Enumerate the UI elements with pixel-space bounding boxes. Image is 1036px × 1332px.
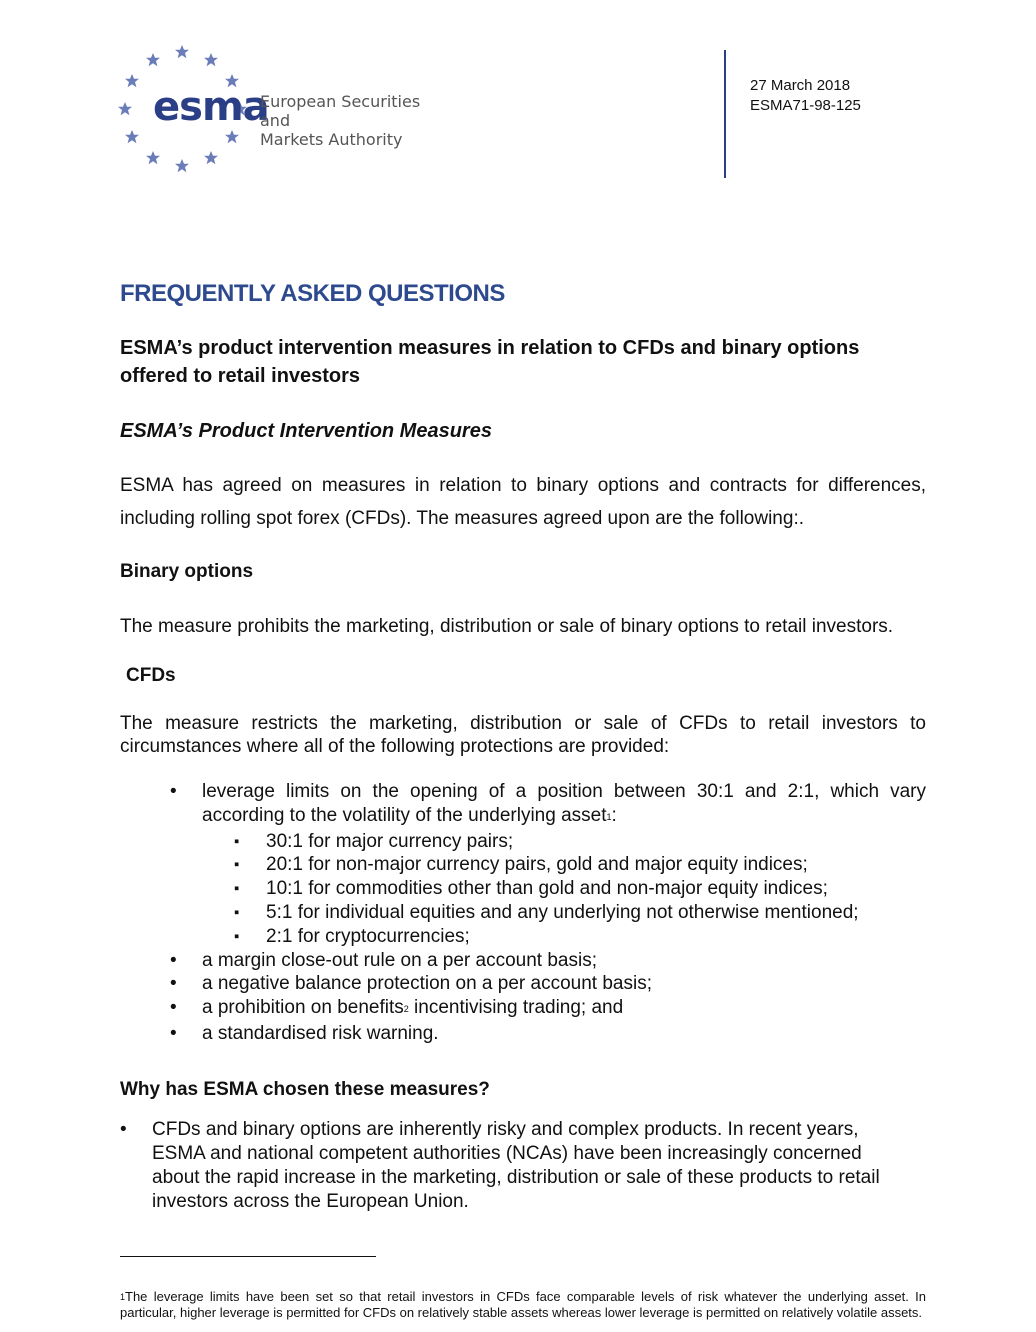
binary-options-paragraph: The measure prohibits the marketing, distribution or sale of binary options to retail investors. bbox=[120, 616, 894, 637]
logo-organization-name bbox=[260, 92, 450, 149]
why-heading: Why has ESMA chosen these measures? bbox=[120, 1079, 490, 1100]
list-item: ▪ 5:1 for individual equities and any underlying not otherwise mentioned; bbox=[266, 901, 926, 925]
esma-logo bbox=[110, 40, 450, 180]
logo-name-line-2: Markets Authority bbox=[260, 130, 403, 149]
list-item: ▪ 10:1 for commodities other than gold and non-major equity indices; bbox=[266, 877, 926, 901]
footnote-ref[interactable]: 1 bbox=[606, 811, 612, 822]
list-item: ▪ 30:1 for major currency pairs; bbox=[266, 830, 926, 854]
leverage-limits-item: • leverage limits on the opening of a position between 30:1 and 2:1, which vary according to the volatility of the underlying asset$^1$: bbox=[202, 781, 926, 826]
logo-name-line-1: European Securities and bbox=[260, 92, 421, 130]
cfds-intro-paragraph: The measure restricts the marketing, distribution or sale of CFDs to retail investors to circumstances where all of the following protections are provided: bbox=[120, 713, 926, 757]
list-item: ▪ 20:1 for non-major currency pairs, gold and major equity indices; bbox=[266, 853, 926, 877]
footnote-ref[interactable]: 2 bbox=[403, 1004, 409, 1015]
list-item: • a standardised risk warning. bbox=[202, 1022, 926, 1046]
logo-wordmark: esma bbox=[153, 84, 269, 130]
list-item bbox=[202, 780, 926, 949]
binary-options-heading: Binary options bbox=[120, 561, 254, 582]
list-item: • CFDs and binary options are inherently risky and complex products. In recent years, ESMA and national competent authorities (NCAs) have been increasingly concerned about the rapid increase in the marketing, distribution or sale of these products to retail investors across the European Union. bbox=[152, 1118, 912, 1214]
footnote bbox=[120, 1289, 926, 1321]
list-item: • a margin close-out rule on a per account basis; bbox=[202, 949, 926, 973]
intro-paragraph: ESMA has agreed on measures in relation to binary options and contracts for differences, including rolling spot forex (CFDs). The measures agreed upon are the following:. bbox=[120, 475, 926, 529]
why-list bbox=[152, 1118, 912, 1214]
footnote-divider bbox=[120, 1256, 376, 1257]
list-item: • a negative balance protection on a per account basis; bbox=[202, 972, 926, 996]
header-divider bbox=[724, 50, 726, 178]
cfd-protections-list bbox=[202, 780, 926, 1046]
document-reference: ESMA71-98-125 bbox=[750, 97, 861, 114]
cfds-heading: CFDs bbox=[126, 665, 176, 686]
leverage-ratios-list bbox=[266, 830, 926, 949]
section-heading: ESMA’s Product Intervention Measures bbox=[120, 420, 492, 442]
list-item: ▪ 2:1 for cryptocurrencies; bbox=[266, 925, 926, 949]
document-subtitle: ESMA’s product intervention measures in relation to CFDs and binary options offered to retail investors bbox=[120, 337, 860, 387]
document-date: 27 March 2018 bbox=[750, 77, 851, 94]
footnote-number: 1 bbox=[120, 1292, 126, 1302]
list-item: • a prohibition on benefits$^2$ incentivising trading; and bbox=[202, 996, 926, 1022]
footnote-text: The leverage limits have been set so that retail investors in CFDs face comparable levels of risk whatever the underlying asset. In particular, higher leverage is permitted for CFDs on relatively stable assets whereas lower leverage is permitted on relatively volatile assets. bbox=[120, 1289, 926, 1320]
page-title: FREQUENTLY ASKED QUESTIONS bbox=[120, 280, 505, 307]
